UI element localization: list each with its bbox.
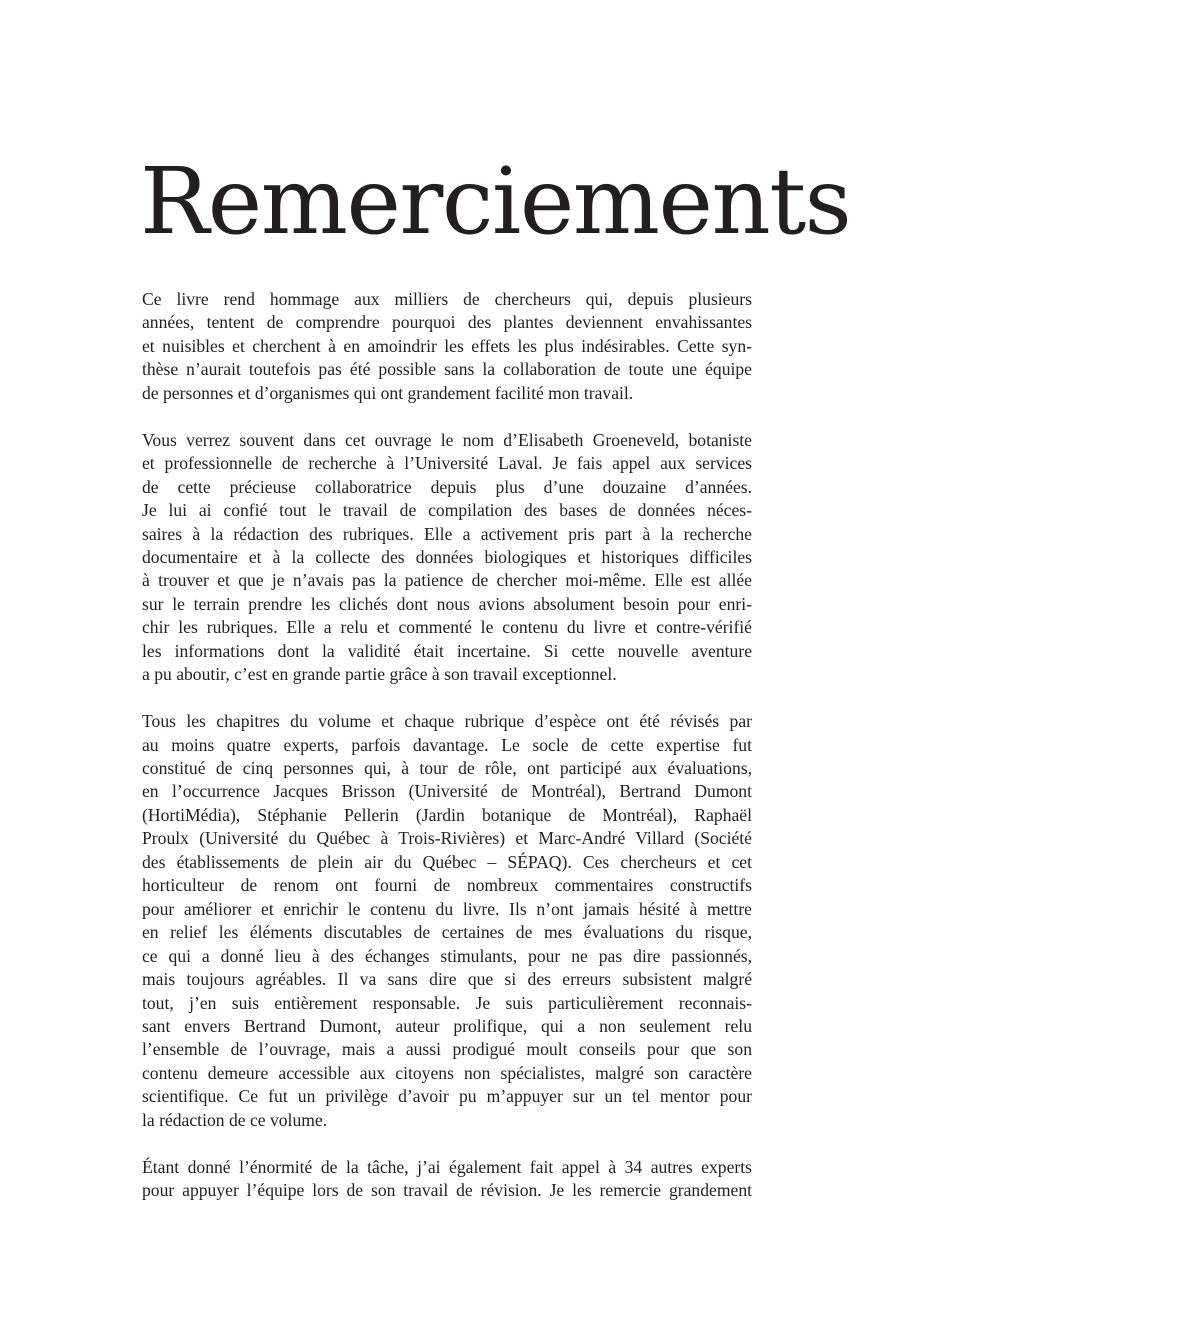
text-line: de personnes et d’organismes qui ont grandement facilité mon travail. [142,382,634,403]
text-line: Ce livre rend hommage aux milliers de chercheurs qui, depuis plusieurs [142,289,752,309]
paragraph [142,1156,752,1203]
text-line: les informations dont la validité était incertaine. Si cette nouvelle aventure [142,640,752,661]
text-line: Proulx (Université du Québec à Trois-Rivières) et Marc-André Villard (Société [142,828,752,849]
text-line: constitué de cinq personnes qui, à tour de rôle, ont participé aux évaluations, [142,758,752,779]
paragraph [142,429,752,687]
text-line: (HortiMédia), Stéphanie Pellerin (Jardin botanique de Montréal), Raphaël [142,804,752,825]
text-line: Vous verrez souvent dans cet ouvrage le nom d’Elisabeth Groeneveld, botaniste [142,429,752,450]
text-line: sant envers Bertrand Dumont, auteur prolifique, qui a non seulement relu [142,1016,752,1037]
text-line: a pu aboutir, c’est en grande partie grâce à son travail exceptionnel. [142,664,617,685]
text-line: ce qui a donné lieu à des échanges stimulants, pour ne pas dire passionnés, [142,945,752,966]
text-line: années, tentent de comprendre pourquoi des plantes deviennent envahissantes [142,312,752,333]
text-line: Je lui ai confié tout le travail de compilation des bases de données néces- [142,500,752,521]
text-line: chir les rubriques. Elle a relu et commenté le contenu du livre et contre-vérifié [142,617,752,638]
text-line: à trouver et que je n’avais pas la patience de chercher moi-même. Elle est allée [142,570,752,591]
text-line: horticulteur de renom ont fourni de nombreux commentaires constructifs [142,875,752,896]
text-line: pour appuyer l’équipe lors de son travail de révision. Je les remercie grandement [142,1180,752,1201]
text-line: de cette précieuse collaboratrice depuis plus d’une douzaine d’années. [142,476,752,497]
text-line: scientifique. Ce fut un privilège d’avoir pu m’appuyer sur un tel mentor pour [142,1086,752,1107]
text-line: l’ensemble de l’ouvrage, mais a aussi prodigué moult conseils pour que son [142,1039,752,1060]
text-line: documentaire et à la collecte des données biologiques et historiques difficiles [142,546,752,567]
text-line: des établissements de plein air du Québec – SÉPAQ). Ces chercheurs et cet [142,851,752,872]
text-line: Tous les chapitres du volume et chaque rubrique d’espèce ont été révisés par [142,711,752,732]
text-line: pour améliorer et enrichir le contenu du livre. Ils n’ont jamais hésité à mettre [142,898,752,919]
page-title: Remerciements [140,148,851,255]
text-line: saires à la rédaction des rubriques. Elle a activement pris part à la recherche [142,523,752,544]
text-line: contenu demeure accessible aux citoyens non spécialistes, malgré son caractère [142,1062,752,1083]
text-line: et professionnelle de recherche à l’Université Laval. Je fais appel aux services [142,453,752,474]
text-line: Étant donné l’énormité de la tâche, j’ai également fait appel à 34 autres experts [142,1156,752,1177]
paragraph [142,288,752,405]
text-line: en relief les éléments discutables de certaines de mes évaluations du risque, [142,922,752,943]
text-line: tout, j’en suis entièrement responsable. Je suis particulièrement reconnais- [142,992,752,1013]
text-line: en l’occurrence Jacques Brisson (Université de Montréal), Bertrand Dumont [142,781,752,802]
text-line: la rédaction de ce volume. [142,1109,328,1130]
text-line: et nuisibles et cherchent à en amoindrir les effets les plus indésirables. Cette syn- [142,335,752,356]
text-line: thèse n’aurait toutefois pas été possible sans la collaboration de toute une équipe [142,359,752,380]
text-line: sur le terrain prendre les clichés dont nous avions absolument besoin pour enri- [142,593,752,614]
text-line: au moins quatre experts, parfois davantage. Le socle de cette expertise fut [142,734,752,755]
paragraph [142,710,752,1132]
acknowledgements-body [142,288,752,1226]
text-line: mais toujours agréables. Il va sans dire que si des erreurs subsistent malgré [142,969,752,990]
